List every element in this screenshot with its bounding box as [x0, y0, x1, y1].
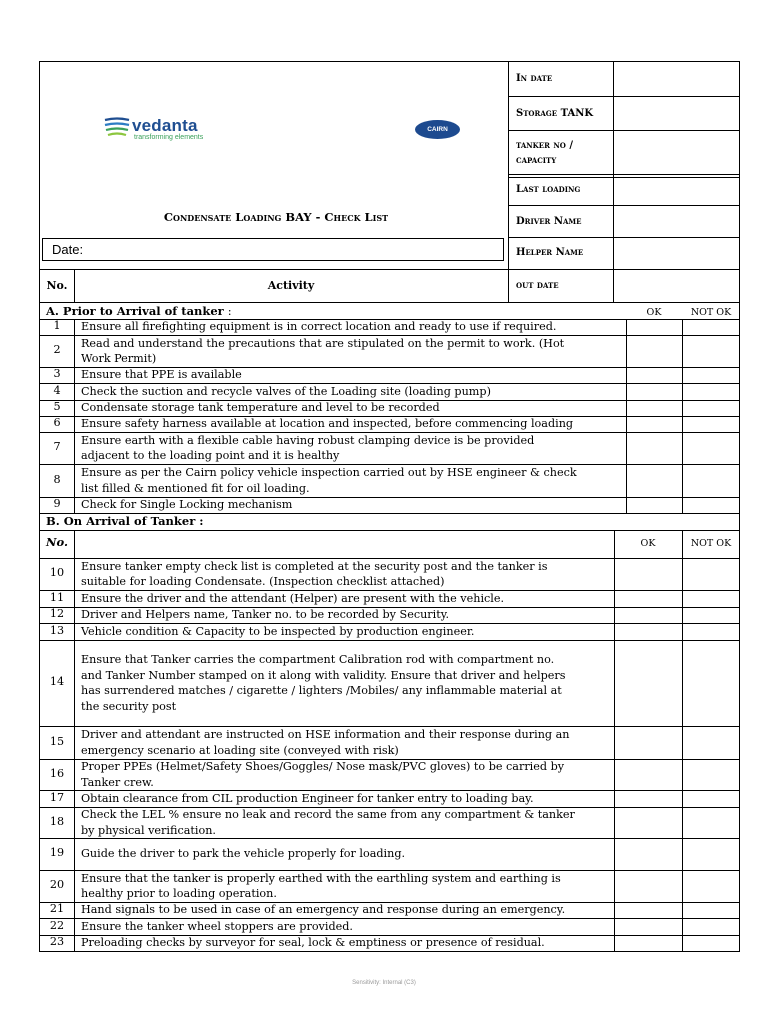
- activity-text: Guide the driver to park the vehicle properly for loading.: [81, 847, 406, 861]
- ok-checkbox[interactable]: [615, 808, 682, 838]
- row-number: 4: [53, 383, 61, 397]
- ok-checkbox[interactable]: [627, 384, 682, 400]
- last-loading-label: Last loading: [516, 184, 581, 195]
- ok-checkbox[interactable]: [615, 936, 682, 951]
- ok-checkbox[interactable]: [615, 727, 682, 759]
- row-number: 23: [49, 935, 65, 948]
- not-ok-checkbox[interactable]: [683, 559, 740, 590]
- activity-text: Ensure that PPE is available: [81, 368, 242, 382]
- row-number: 21: [49, 902, 65, 915]
- activity-text: Check for Single Locking mechanism: [81, 498, 293, 512]
- activity-text: adjacent to the loading point and it is healthy: [81, 449, 340, 462]
- ok-checkbox[interactable]: [615, 641, 682, 726]
- activity-text: Ensure all firefighting equipment is in correct location and ready to use if required.: [81, 320, 557, 334]
- activity-text: Ensure that the tanker is properly earthed with the earthling system and earthing is: [81, 871, 561, 885]
- not-ok-checkbox[interactable]: [683, 641, 740, 726]
- row-number: 1: [53, 319, 61, 332]
- no-column-header: No.: [46, 279, 68, 292]
- not-ok-checkbox[interactable]: [683, 384, 740, 400]
- activity-text: Ensure safety harness available at location and inspected, before commencing loading: [81, 417, 574, 431]
- not-ok-checkbox[interactable]: [683, 936, 740, 951]
- not-ok-checkbox[interactable]: [683, 433, 740, 464]
- vedanta-tagline: transforming elements: [134, 134, 204, 141]
- row-number: 2: [53, 343, 61, 356]
- activity-text: suitable for loading Condensate. (Inspection checklist attached): [81, 575, 445, 588]
- not-ok-checkbox[interactable]: [683, 624, 740, 640]
- not-ok-checkbox[interactable]: [683, 727, 740, 759]
- row-number: 20: [49, 878, 65, 891]
- storage-tank-label: Storage TANK: [516, 108, 594, 119]
- ok-checkbox[interactable]: [627, 498, 682, 513]
- row-number: 16: [49, 766, 65, 780]
- row-number: 19: [49, 846, 65, 859]
- tanker-capacity-input[interactable]: [614, 131, 739, 174]
- ok-checkbox[interactable]: [615, 839, 682, 870]
- ok-checkbox[interactable]: [615, 591, 682, 607]
- ok-checkbox[interactable]: [615, 871, 682, 902]
- not-ok-checkbox[interactable]: [683, 498, 740, 513]
- date-field[interactable]: [42, 238, 504, 261]
- not-ok-checkbox[interactable]: [683, 808, 740, 838]
- row-number: 11: [49, 590, 65, 604]
- helper-name-input[interactable]: [614, 238, 739, 269]
- ok-column-header: OK: [646, 307, 662, 318]
- activity-text: Ensure the tanker wheel stoppers are provided.: [81, 919, 353, 933]
- page-title: Condensate Loading BAY - Check List: [163, 210, 389, 224]
- row-number: 3: [53, 367, 61, 380]
- row-number: 7: [53, 440, 61, 453]
- activity-text: Preloading checks by surveyor for seal, lock & emptiness or presence of residual.: [81, 936, 545, 950]
- ok-column-header-b: OK: [640, 538, 656, 549]
- out-date-input[interactable]: [614, 270, 739, 302]
- row-number: 14: [49, 675, 65, 688]
- activity-text: Condensate storage tank temperature and level to be recorded: [81, 401, 440, 415]
- ok-checkbox[interactable]: [627, 320, 682, 335]
- activity-text: Driver and attendant are instructed on HSE information and their response during an: [81, 728, 570, 741]
- ok-checkbox[interactable]: [615, 919, 682, 935]
- activity-text: Check the suction and recycle valves of the Loading site (loading pump): [81, 384, 491, 398]
- activity-text: Vehicle condition & Capacity to be inspected by production engineer.: [81, 624, 475, 638]
- activity-text: Ensure as per the Cairn policy vehicle inspection carried out by HSE engineer & check: [81, 466, 577, 479]
- ok-checkbox[interactable]: [627, 465, 682, 497]
- cairn-logo: CAIRN: [415, 120, 460, 139]
- activity-text: Proper PPEs (Helmet/Safety Shoes/Goggles/ Nose mask/PVC gloves) to be carried by: [81, 760, 565, 773]
- row-number: 9: [53, 497, 61, 510]
- not-ok-checkbox[interactable]: [683, 368, 740, 383]
- row-number: 8: [53, 472, 61, 486]
- row-number: 15: [49, 734, 65, 748]
- driver-name-label: Driver Name: [516, 216, 582, 227]
- row-number: 12: [49, 607, 65, 620]
- section-a-title: [46, 304, 232, 318]
- activity-text: Tanker crew.: [81, 775, 154, 789]
- row-number: 17: [49, 790, 65, 804]
- section-b-no-header: No.: [46, 535, 68, 549]
- in-date-input[interactable]: [614, 62, 739, 96]
- not-ok-checkbox[interactable]: [683, 919, 740, 935]
- activity-text: Hand signals to be used in case of an emergency and response during an emergency.: [81, 903, 566, 917]
- driver-name-input[interactable]: [614, 206, 739, 237]
- not-ok-checkbox[interactable]: [683, 871, 740, 902]
- ok-checkbox[interactable]: [615, 559, 682, 590]
- activity-text: by physical verification.: [81, 823, 216, 837]
- ok-checkbox[interactable]: [627, 336, 682, 367]
- row-number: 6: [53, 416, 61, 429]
- not-ok-checkbox[interactable]: [683, 591, 740, 607]
- activity-text: Driver and Helpers name, Tanker no. to be recorded by Security.: [81, 608, 450, 622]
- date-label: Date:: [52, 242, 84, 257]
- not-ok-column-header: NOT OK: [690, 307, 732, 318]
- last-loading-input[interactable]: [614, 178, 739, 205]
- storage-tank-input[interactable]: [614, 97, 739, 130]
- activity-text: Obtain clearance from CIL production Engineer for tanker entry to loading bay.: [81, 791, 534, 805]
- activity-text: list filled & mentioned fit for oil loading.: [81, 481, 310, 495]
- ok-checkbox[interactable]: [615, 624, 682, 640]
- not-ok-checkbox[interactable]: [683, 401, 740, 416]
- activity-text: emergency scenario at loading site (conveyed with risk): [81, 743, 399, 757]
- vedanta-logo-icon: [103, 117, 131, 139]
- activity-text: Work Permit): [81, 352, 157, 365]
- ok-checkbox[interactable]: [627, 401, 682, 416]
- activity-text: Read and understand the precautions that are stipulated on the permit to work. (Hot: [81, 336, 565, 350]
- not-ok-column-header-b: NOT OK: [690, 538, 732, 549]
- footer-classification: Sensitivity: Internal (C3): [352, 980, 416, 986]
- row-number: 13: [49, 623, 65, 637]
- activity-text: Ensure that Tanker carries the compartment Calibration rod with compartment no.: [81, 653, 555, 666]
- not-ok-checkbox[interactable]: [683, 465, 740, 497]
- activity-text: Ensure the driver and the attendant (Helper) are present with the vehicle.: [81, 591, 505, 605]
- row-number: 5: [53, 400, 61, 413]
- in-date-label: In date: [516, 73, 553, 84]
- section-b-title: B. On Arrival of Tanker :: [46, 514, 204, 528]
- ok-checkbox[interactable]: [627, 417, 682, 432]
- activity-column-header: Activity: [267, 279, 315, 292]
- not-ok-checkbox[interactable]: [683, 903, 740, 918]
- ok-checkbox[interactable]: [615, 760, 682, 790]
- ok-checkbox[interactable]: [627, 433, 682, 464]
- out-date-label: out date: [516, 280, 559, 291]
- ok-checkbox[interactable]: [615, 608, 682, 623]
- helper-name-label: Helper Name: [516, 247, 584, 258]
- tanker-capacity-label: tanker no / capacity: [516, 140, 574, 166]
- row-number: 22: [49, 918, 65, 932]
- not-ok-checkbox[interactable]: [683, 760, 740, 790]
- activity-text: has surrendered matches / cigarette / lighters /Mobiles/ any inflammable material at: [81, 684, 562, 697]
- section-a-colon: :: [227, 304, 232, 318]
- ok-checkbox[interactable]: [627, 368, 682, 383]
- activity-text: Ensure earth with a flexible cable having robust clamping device is be provided: [81, 433, 535, 447]
- section-a-title-text: A. Prior to Arrival of tanker: [46, 304, 224, 318]
- vedanta-logo-text: vedanta: [132, 116, 198, 135]
- not-ok-checkbox[interactable]: [683, 320, 740, 335]
- activity-text: healthy prior to loading operation.: [81, 887, 277, 900]
- ok-checkbox[interactable]: [615, 791, 682, 807]
- row-number: 10: [49, 566, 65, 579]
- not-ok-checkbox[interactable]: [683, 336, 740, 367]
- not-ok-checkbox[interactable]: [683, 417, 740, 432]
- activity-text: Check the LEL % ensure no leak and record the same from any compartment & tanker: [81, 808, 575, 821]
- ok-checkbox[interactable]: [615, 903, 682, 918]
- not-ok-checkbox[interactable]: [683, 608, 740, 623]
- row-number: 18: [49, 814, 65, 828]
- not-ok-checkbox[interactable]: [683, 791, 740, 807]
- activity-text: and Tanker Number stamped on it along with validity. Ensure that driver and helpers: [81, 668, 566, 682]
- activity-text: the security post: [81, 699, 177, 713]
- not-ok-checkbox[interactable]: [683, 839, 740, 870]
- activity-text: Ensure tanker empty check list is completed at the security post and the tanker is: [81, 559, 548, 573]
